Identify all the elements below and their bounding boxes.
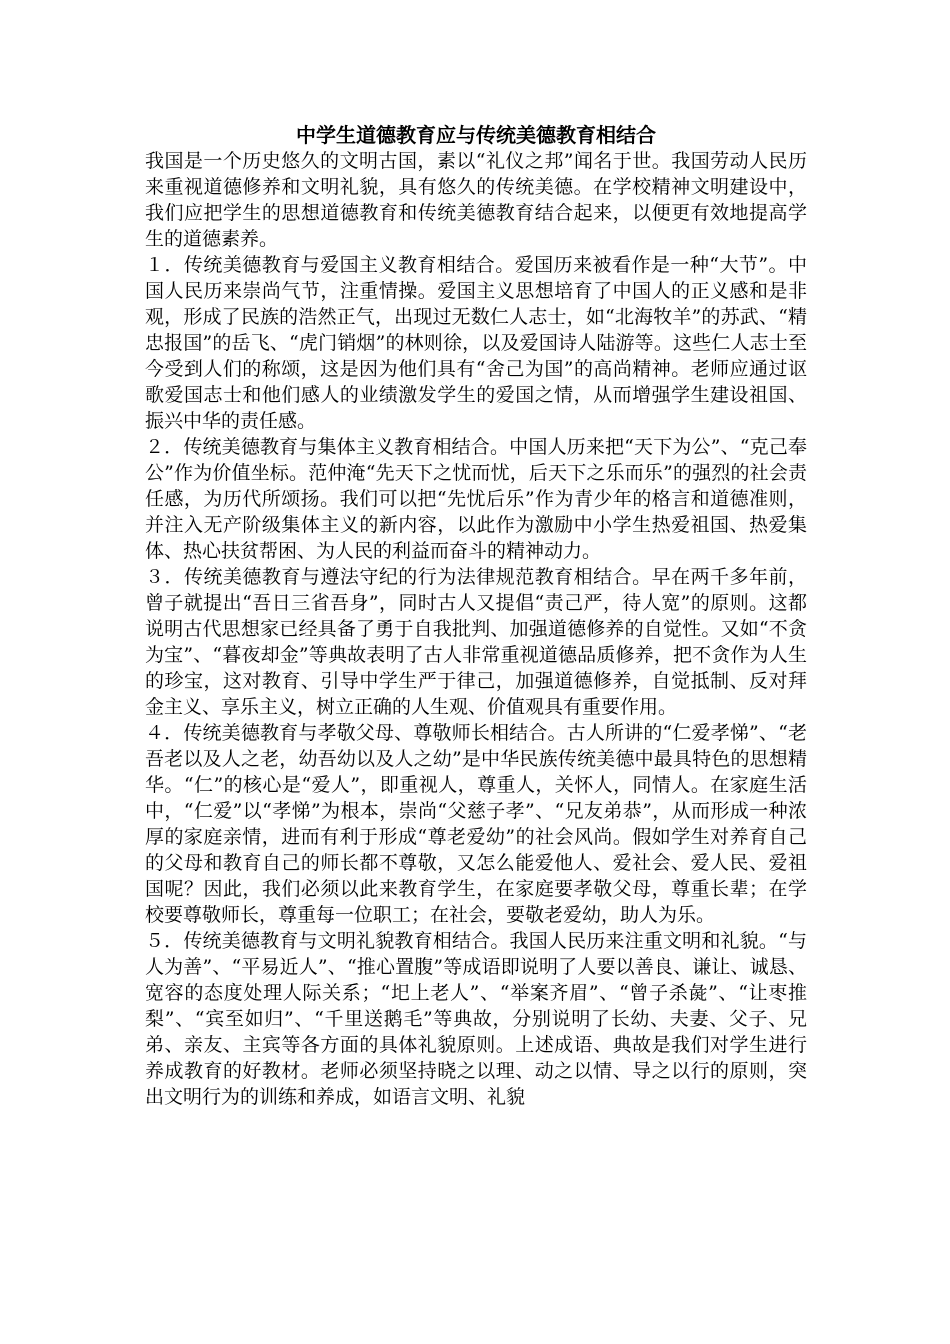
section-3-paragraph: ３．传统美德教育与遵法守纪的行为法律规范教育相结合。早在两千多年前，曾子就提出“吾日三省吾身”，同时古人又提倡“责己严，待人宽”的原则。这都说明古代思想家已经具备了勇于自我批判、加强道德修养的自觉性。又如“不贪为宝”、“暮夜却金”等典故表明了古人非常重视道德品质修养，把不贪作为人生的珍宝，这对教育、引导中学生严于律己，加强道德修养，自觉抵制、反对拜金主义、享乐主义，树立正确的人生观、价值观具有重要作用。 — [145, 566, 807, 718]
intro-paragraph: 我国是一个历史悠久的文明古国，素以“礼仪之邦”闻名于世。我国劳动人民历来重视道德修养和文明礼貌，具有悠久的传统美德。在学校精神文明建设中，我们应把学生的思想道德教育和传统美德教育结合起来，以便更有效地提高学生的道德素养。 — [145, 150, 807, 250]
document-body — [145, 122, 807, 1110]
section-4-paragraph: ４．传统美德教育与孝敬父母、尊敬师长相结合。古人所讲的“仁爱孝悌”、“老吾老以及人之老，幼吾幼以及人之幼”是中华民族传统美德中最具特色的思想精华。“仁”的核心是“爱人”，即重视人，尊重人，关怀人，同情人。在家庭生活中，“仁爱”以“孝悌”为根本，崇尚“父慈子孝”、“兄友弟恭”，从而形成一种浓厚的家庭亲情，进而有利于形成“尊老爱幼”的社会风尚。假如学生对养育自己的父母和教育自己的师长都不尊敬，又怎么能爱他人、爱社会、爱人民、爱祖国呢？因此，我们必须以此来教育学生，在家庭要孝敬父母，尊重长辈；在学校要尊敬师长，尊重每一位职工；在社会，要敬老爱幼，助人为乐。 — [145, 722, 807, 926]
document-title: 中学生道德教育应与传统美德教育相结合 — [296, 123, 656, 147]
section-1-paragraph: １．传统美德教育与爱国主义教育相结合。爱国历来被看作是一种“大节”。中国人民历来崇尚气节，注重情操。爱国主义思想培育了中国人的正义感和是非观，形成了民族的浩然正气，出现过无数仁人志士，如“北海牧羊”的苏武、“精忠报国”的岳飞、“虎门销烟”的林则徐，以及爱国诗人陆游等。这些仁人志士至今受到人们的称颂，这是因为他们具有“舍己为国”的高尚精神。老师应通过讴歌爱国志士和他们感人的业绩激发学生的爱国之情，从而增强学生建设祖国、振兴中华的责任感。 — [145, 254, 807, 432]
section-5-paragraph: ５．传统美德教育与文明礼貌教育相结合。我国人民历来注重文明和礼貌。“与人为善”、“平易近人”、“推心置腹”等成语即说明了人要以善良、谦让、诚恳、宽容的态度处理人际关系；“圯上老人”、“举案齐眉”、“曾子杀彘”、“让枣推梨”、“宾至如归”、“千里送鹅毛”等典故，分别说明了长幼、夫妻、父子、兄弟、亲友、主宾等各方面的具体礼貌原则。上述成语、典故是我们对学生进行养成教育的好教材。老师必须坚持晓之以理、动之以情、导之以行的原则，突出文明行为的训练和养成，如语言文明、礼貌 — [145, 930, 807, 1108]
section-2-paragraph: ２．传统美德教育与集体主义教育相结合。中国人历来把“天下为公”、“克己奉公”作为价值坐标。范仲淹“先天下之忧而忧，后天下之乐而乐”的强烈的社会责任感，为历代所颂扬。我们可以把“先忧后乐”作为青少年的格言和道德准则，并注入无产阶级集体主义的新内容，以此作为激励中小学生热爱祖国、热爱集体、热心扶贫帮困、为人民的利益而奋斗的精神动力。 — [145, 436, 807, 562]
